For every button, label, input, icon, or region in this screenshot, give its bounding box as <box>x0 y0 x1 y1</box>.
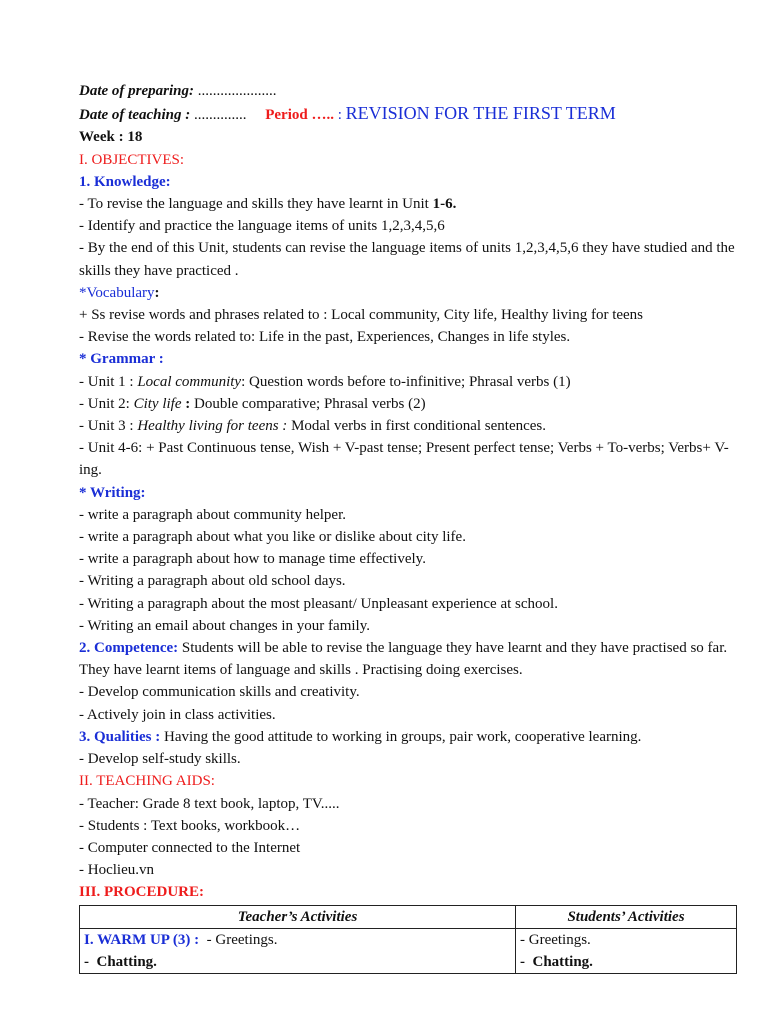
warmup-teacher-text: - Greetings. <box>199 931 278 948</box>
warmup-line <box>84 929 511 951</box>
vocabulary-item-1: + Ss revise words and phrases related to : Local community, City life, Healthy living for teens <box>79 307 644 324</box>
chatting-teacher-text: - Chatting. <box>84 953 157 970</box>
competence-item-2: - Actively join in class activities. <box>79 706 276 723</box>
qualities-heading: 3. Qualities : <box>79 728 161 745</box>
teacher-activities-header: Teacher’s Activities <box>80 905 516 928</box>
grammar-heading: * Grammar : <box>79 351 164 368</box>
writing-item: - write a paragraph about community helper. <box>79 506 346 523</box>
date-teaching-line <box>79 102 739 126</box>
writing-heading: * Writing: <box>79 484 146 501</box>
grammar-item-1 <box>79 371 739 393</box>
competence-text: Students will be able to revise the language they have learnt and they have practised so far. They have learnt items of language and skills . Practising doing exercises. <box>79 640 728 679</box>
knowledge-heading: 1. Knowledge: <box>79 173 171 190</box>
grammar-item-2 <box>79 393 739 415</box>
date-teaching-label: Date of teaching : <box>79 107 191 124</box>
procedure-heading <box>79 881 739 903</box>
warmup-label: I. WARM UP (3) : <box>84 931 200 948</box>
grammar-item-3-topic: Healthy living for teens : <box>137 418 288 435</box>
competence-heading: 2. Competence: <box>79 640 179 657</box>
table-row <box>80 928 737 973</box>
period-label: Period ….. <box>265 107 334 124</box>
date-preparing-value: ..................... <box>194 83 277 99</box>
writing-item: - Writing a paragraph about the most pleasant/ Unpleasant experience at school. <box>79 595 558 612</box>
grammar-heading-line <box>79 348 739 370</box>
week-line <box>79 126 739 148</box>
writing-heading-line <box>79 482 739 504</box>
procedure-table <box>79 905 737 974</box>
chatting-students <box>520 951 732 973</box>
page-title: REVISION FOR THE FIRST TERM <box>345 103 616 124</box>
grammar-item-1-unit: - Unit 1 : <box>79 373 138 390</box>
qualities-text: Having the good attitude to working in groups, pair work, cooperative learning. <box>160 728 642 745</box>
table-header-row <box>80 905 737 928</box>
knowledge-item-2: - Identify and practice the language items of units 1,2,3,4,5,6 <box>79 218 445 235</box>
objectives-heading: I. OBJECTIVES: <box>79 151 184 168</box>
title-colon: : <box>333 107 346 124</box>
teaching-aid-item: - Students : Text books, workbook… <box>79 817 301 834</box>
vocabulary-colon: : <box>154 284 160 301</box>
date-preparing-line <box>79 80 739 102</box>
procedure-heading-text: III. PROCEDURE: <box>79 884 205 901</box>
competence-item-1: - Develop communication skills and creativity. <box>79 684 360 701</box>
writing-item: - write a paragraph about what you like or dislike about city life. <box>79 529 466 546</box>
grammar-item-2-text: Double comparative; Phrasal verbs (2) <box>194 395 426 412</box>
teaching-aid-item: - Teacher: Grade 8 text book, laptop, TV..... <box>79 795 340 812</box>
grammar-item-3 <box>79 415 739 437</box>
chatting-students-text: - Chatting. <box>520 953 593 970</box>
teaching-aid-item: - Hoclieu.vn <box>79 862 154 879</box>
vocabulary-heading-line <box>79 282 739 304</box>
grammar-item-4: - Unit 4-6: + Past Continuous tense, Wish + V-past tense; Present perfect tense; Verbs + To-verbs; Verbs+ V-ing. <box>79 440 729 479</box>
date-preparing-label: Date of preparing: <box>79 83 194 99</box>
grammar-item-1-text: : Question words before to-infinitive; Phrasal verbs (1) <box>241 373 571 390</box>
knowledge-item-1-units: 1-6. <box>432 196 457 213</box>
grammar-item-3-text: Modal verbs in first conditional sentences. <box>287 418 547 435</box>
grammar-item-1-topic: Local community <box>137 373 242 390</box>
writing-item: - Writing an email about changes in your family. <box>79 617 370 634</box>
lesson-plan-document <box>79 80 739 974</box>
students-cell <box>516 928 737 973</box>
teaching-aid-item: - Computer connected to the Internet <box>79 839 301 856</box>
date-teaching-value: .............. <box>190 107 247 124</box>
students-activities-header: Students’ Activities <box>516 905 737 928</box>
grammar-item-2-topic: City life <box>133 395 182 412</box>
competence-paragraph <box>79 637 739 681</box>
knowledge-heading-line <box>79 171 739 193</box>
vocabulary-heading: *Vocabulary <box>79 284 155 301</box>
writing-item: - write a paragraph about how to manage time effectively. <box>79 551 426 568</box>
vocabulary-item-2: - Revise the words related to: Life in the past, Experiences, Changes in life styles. <box>79 329 571 346</box>
knowledge-item-1-text: - To revise the language and skills they have learnt in Unit <box>79 196 433 213</box>
knowledge-item-1 <box>79 193 739 215</box>
week-label: Week : 18 <box>79 129 143 146</box>
writing-item: - Writing a paragraph about old school days. <box>79 573 346 590</box>
teaching-aids-heading: II. TEACHING AIDS: <box>79 773 215 790</box>
grammar-item-2-colon: : <box>181 395 195 412</box>
qualities-paragraph <box>79 726 739 748</box>
qualities-item-1: - Develop self-study skills. <box>79 751 241 768</box>
grammar-item-2-unit: - Unit 2: <box>79 395 134 412</box>
knowledge-item-3: - By the end of this Unit, students can revise the language items of units 1,2,3,4,5,6 they have studied and the skills they have practiced . <box>79 240 735 279</box>
chatting-teacher <box>84 951 511 973</box>
teacher-cell <box>80 928 516 973</box>
grammar-item-3-unit: - Unit 3 : <box>79 418 138 435</box>
warmup-students-text: - Greetings. <box>520 931 591 948</box>
